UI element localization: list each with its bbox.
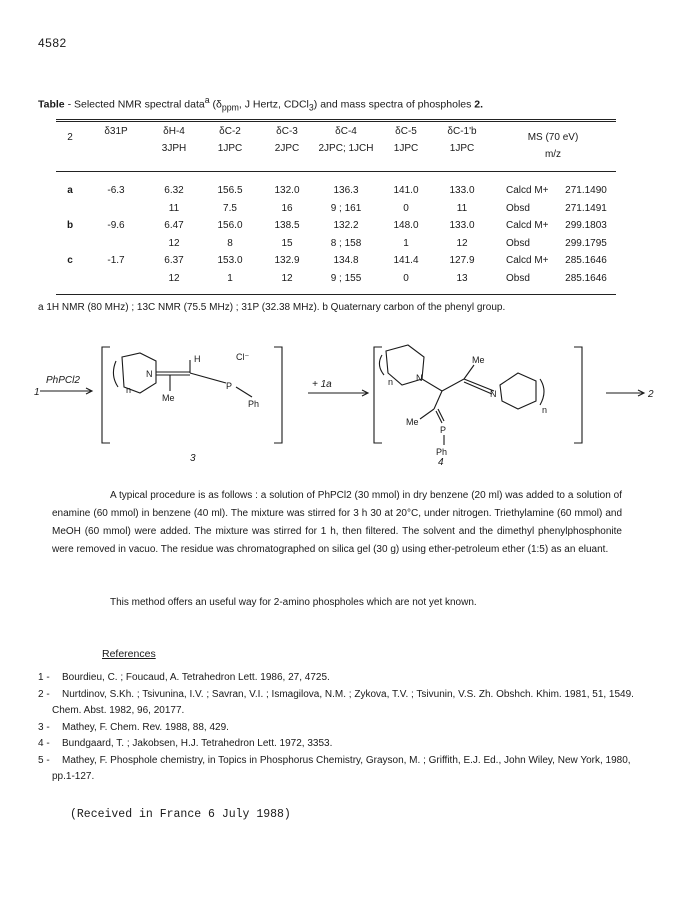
reference-text: Nurtdinov, S.Kh. ; Tsivunina, I.V. ; Savran, V.I. ; Ismagilova, N.M. ; Zykova, T.V. ; Tsivunin, V.S. Zh. Obshch. Khim. 1981, 51, 1549. Chem. Abst. 1982, 96, 20177. [52, 688, 634, 716]
table-cell-c5: 148.0 [393, 220, 419, 231]
reference-item [38, 720, 638, 737]
header-compound: 2 [67, 132, 73, 143]
bond-4-c-c2 [434, 391, 442, 409]
header-c5-j: 1JPC [393, 143, 419, 154]
table-footnote: a 1H NMR (80 MHz) ; 13C NMR (75.5 MHz) ; 31P (32.38 MHz). b Quaternary carbon of the phenyl group. [38, 302, 506, 313]
table-cell-c5: 0 [403, 203, 409, 214]
table-cell-c5: 141.4 [393, 255, 419, 266]
scheme-3-cl: Cl⁻ [236, 352, 250, 362]
header-ms-unit: m/z [544, 149, 562, 160]
caption-sub3: 3 [308, 102, 314, 113]
table-top-rule [56, 119, 616, 120]
scheme-4-ph: Ph [436, 447, 448, 457]
caption-ppm: ppm [221, 102, 239, 113]
table-cell-ms: 299.1803 [565, 220, 607, 231]
header-c4-j: 2JPC; 1JCH [318, 143, 374, 154]
scheme-4-n-amine: N [416, 373, 423, 383]
scheme-4-n-right: n [542, 405, 548, 415]
reference-number: 4 - [38, 738, 50, 749]
table-cell-c3: 15 [281, 238, 293, 249]
table-cell-ms-type: Obsd [506, 203, 530, 214]
table-cell-label: b [66, 220, 74, 231]
table-cell-ms-type: Obsd [506, 273, 530, 284]
bond-3-p-ph [236, 387, 252, 397]
ring-4-left-curve [379, 355, 384, 375]
table-cell-c1: 133.0 [449, 220, 475, 231]
bracket-2-left [374, 347, 382, 443]
scheme-product: 2 [648, 389, 654, 400]
reaction-scheme [34, 335, 660, 468]
header-c2-j: 1JPC [217, 143, 243, 154]
references-list [38, 670, 638, 786]
scheme-4-p: P [440, 425, 447, 435]
reference-item [38, 687, 638, 720]
bond-4-c-c [442, 379, 464, 391]
table-cell-ms-type: Calcd M+ [506, 255, 549, 266]
reference-item [38, 736, 638, 753]
table-cell-c4: 9 ; 155 [330, 273, 362, 284]
header-h4: δH-4 [163, 126, 185, 137]
caption-text: - Selected NMR spectral data [64, 98, 205, 111]
table-cell-ms: 271.1491 [565, 203, 607, 214]
bracket-1-left [102, 347, 110, 443]
scheme-3-n: n [126, 385, 132, 395]
table-cell-c4: 134.8 [333, 255, 359, 266]
scheme-4-nplus: N [490, 389, 497, 399]
bond-4-n-c [422, 379, 442, 391]
table-cell-p: -1.7 [107, 255, 125, 266]
scheme-4-me2: Me [406, 417, 419, 427]
table-cell-c4: 8 ; 158 [330, 238, 362, 249]
table-cell-c5: 1 [403, 238, 409, 249]
table-cell-ms: 285.1646 [565, 255, 607, 266]
scheme-3-ph: Ph [248, 399, 260, 409]
table-header-rule [56, 171, 616, 172]
procedure-text: A typical procedure is as follows : a solution of PhPCl2 (30 mmol) in dry benzene (20 ml) was added to a solution of enamine (60 mmol) in benzene (40 ml). The mixture was stirred for 3 h 30 at 20°C, under nitrogen. Triethylamine (60 mmol) and MeOH (60 mmol) were added. The mixture was stirred for 1 h, then filtered. The solvent and the dimethyl phenylphosphonite were removed in vacuo. The residue was chromatographed on silica gel (30 g) using ether-petroleum ether (1:5) as an eluant. [52, 490, 622, 555]
scheme-start: 1 [34, 387, 40, 398]
table-cell-h4: 6.47 [164, 220, 184, 231]
table-cell-c1: 11 [456, 203, 468, 214]
header-c1-j: 1JPC [449, 143, 475, 154]
header-c3-j: 2JPC [274, 143, 300, 154]
table-cell-c2: 153.0 [217, 255, 243, 266]
table-cell-ms: 285.1646 [565, 273, 607, 284]
scheme-reagent-1: PhPCl2 [46, 375, 80, 386]
scheme-3-me: Me [162, 393, 175, 403]
reference-number: 2 - [38, 688, 50, 700]
bond-4-c-me2 [420, 409, 434, 419]
table-cell-ms-type: Obsd [506, 238, 530, 249]
header-c4: δC-4 [335, 126, 357, 137]
table-cell-c5: 0 [403, 273, 409, 284]
reference-item [38, 753, 638, 786]
scheme-3-h: H [194, 354, 201, 364]
bond-4-c-p-double [436, 411, 442, 423]
bond-3-c-p [190, 373, 226, 383]
reference-item [38, 670, 638, 687]
table-cell-h4: 11 [168, 203, 180, 214]
scheme-intermediate-2: 4 [438, 457, 444, 468]
table-cell-c5: 141.0 [393, 185, 419, 196]
table-caption [38, 95, 648, 113]
reference-text: Bourdieu, C. ; Foucaud, A. Tetrahedron Lett. 1986, 27, 4725. [62, 672, 330, 683]
caption-compound: 2. [474, 98, 484, 111]
table-cell-c2: 156.5 [217, 185, 243, 196]
bracket-2-right [574, 347, 582, 443]
table-cell-c3: 12 [281, 273, 293, 284]
header-p31: δ31P [104, 126, 128, 137]
table-cell-c1: 133.0 [449, 185, 475, 196]
caption-post: ) and mass spectra of phospholes [313, 98, 475, 111]
table-cell-h4: 12 [168, 273, 180, 284]
received-date: (Received in France 6 July 1988) [70, 808, 291, 821]
table-cell-label: c [67, 255, 73, 266]
table-cell-h4: 6.32 [164, 185, 184, 196]
table-cell-c2: 156.0 [217, 220, 243, 231]
page-number: 4582 [38, 36, 67, 50]
ring-4-right-curve [540, 379, 544, 405]
table-cell-c3: 16 [281, 203, 293, 214]
reference-number: 5 - [38, 754, 50, 766]
table-cell-ms-type: Calcd M+ [506, 220, 549, 231]
reference-number: 1 - [38, 672, 50, 683]
header-c2: δC-2 [219, 126, 241, 137]
reference-number: 3 - [38, 721, 50, 733]
table-top-rule-2 [56, 121, 616, 122]
caption-label: Table [38, 98, 65, 111]
conclusion-paragraph: This method offers an useful way for 2-amino phospholes which are not yet known. [110, 597, 477, 608]
table-cell-c2: 1 [227, 273, 233, 284]
table-cell-c1: 127.9 [449, 255, 475, 266]
table-cell-c1: 13 [456, 273, 468, 284]
table-cell-c2: 7.5 [223, 203, 237, 214]
table-cell-ms: 299.1795 [565, 238, 607, 249]
table-cell-ms-type: Calcd M+ [506, 185, 549, 196]
header-c1: δC-1'b [447, 126, 477, 137]
table-cell-c1: 12 [456, 238, 468, 249]
header-c3: δC-3 [276, 126, 298, 137]
scheme-reagent-2: + 1a [312, 379, 332, 390]
ring-3-curve [113, 361, 118, 387]
table-cell-c4: 132.2 [333, 220, 359, 231]
caption-delta: (δ [209, 98, 222, 111]
reference-text: Bundgaard, T. ; Jakobsen, H.J. Tetrahedron Lett. 1972, 3353. [62, 738, 333, 749]
scheme-4-n-left: n [388, 377, 394, 387]
table-cell-ms: 271.1490 [565, 185, 607, 196]
table-cell-c4: 9 ; 161 [330, 203, 362, 214]
ring-4-right [500, 373, 536, 409]
table-cell-h4: 6.37 [164, 255, 184, 266]
reference-text: Mathey, F. Chem. Rev. 1988, 88, 429. [62, 721, 229, 733]
scheme-3-p: P [226, 381, 233, 391]
table-cell-c3: 132.9 [274, 255, 300, 266]
procedure-paragraph [52, 487, 622, 559]
table-bottom-rule [56, 294, 616, 295]
bracket-1-right [274, 347, 282, 443]
header-ms: MS (70 eV) [527, 132, 579, 143]
table-cell-c3: 138.5 [274, 220, 300, 231]
caption-sup-a: a [204, 95, 210, 105]
bond-4-c-me [464, 365, 474, 379]
reference-text: Mathey, F. Phosphole chemistry, in Topics in Phosphorus Chemistry, Grayson, M. ; Griffith, E.J. Ed., John Wiley, New York, 1980, pp.1-127. [52, 754, 631, 782]
scheme-4-me: Me [472, 355, 485, 365]
header-c5: δC-5 [395, 126, 417, 137]
table-cell-label: a [67, 185, 73, 196]
scheme-intermediate-1: 3 [190, 453, 196, 464]
table-cell-h4: 12 [168, 238, 180, 249]
table-cell-p: -9.6 [107, 220, 125, 231]
table-cell-c4: 136.3 [333, 185, 359, 196]
table-cell-p: -6.3 [107, 185, 125, 196]
scheme-3-nplus: N [146, 369, 153, 379]
caption-mid: , J Hertz, CDCl [238, 98, 309, 111]
bond-4-c-p [438, 409, 444, 421]
table-cell-c3: 132.0 [274, 185, 300, 196]
table-cell-c2: 8 [227, 238, 233, 249]
header-h4-j: 3JPH [161, 143, 187, 154]
references-heading: References [102, 648, 156, 660]
